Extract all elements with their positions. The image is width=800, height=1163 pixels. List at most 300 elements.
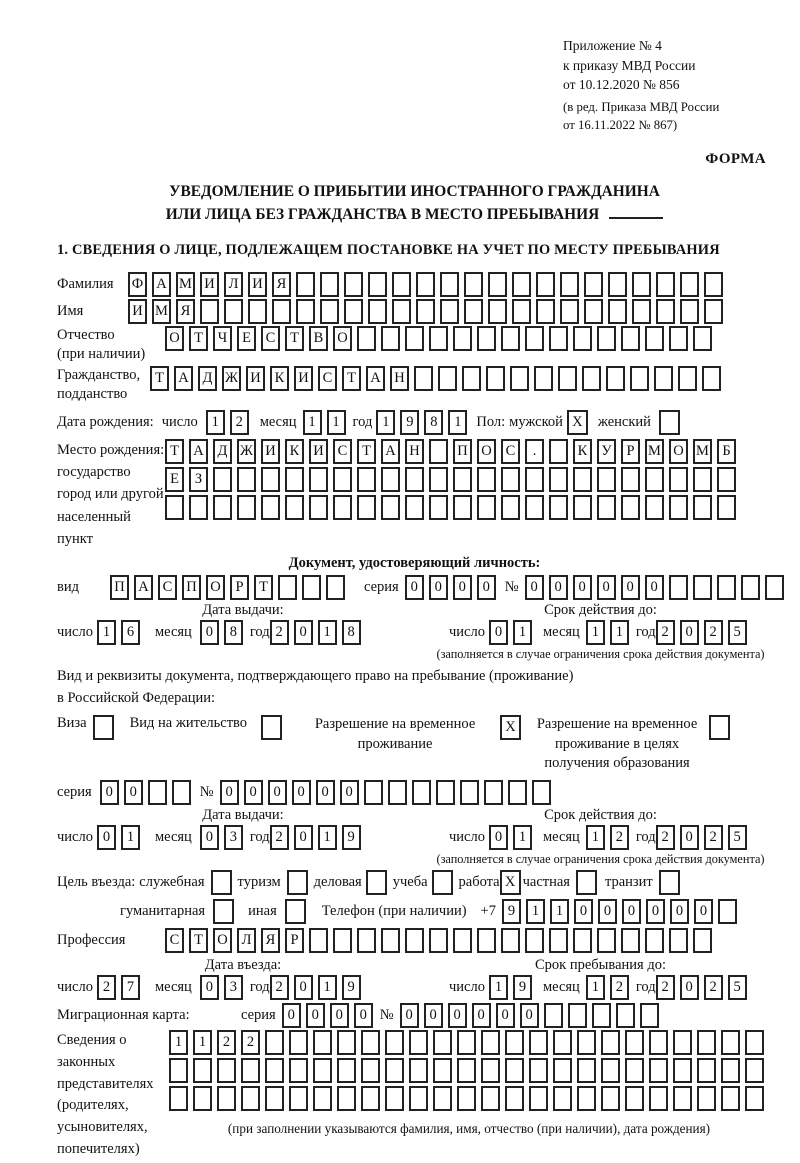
- char-box[interactable]: Р: [285, 928, 304, 953]
- char-box[interactable]: [544, 1003, 563, 1028]
- char-box[interactable]: [429, 467, 448, 492]
- visa-checkbox[interactable]: [93, 715, 114, 740]
- char-box[interactable]: [549, 928, 568, 953]
- char-box[interactable]: [669, 928, 688, 953]
- char-box[interactable]: 1: [318, 825, 337, 850]
- char-box[interactable]: 3: [224, 825, 243, 850]
- char-box[interactable]: 8: [224, 620, 243, 645]
- char-box[interactable]: О: [669, 439, 688, 464]
- char-box[interactable]: [656, 299, 675, 324]
- char-box[interactable]: [357, 495, 376, 520]
- char-box[interactable]: [697, 1086, 716, 1111]
- char-box[interactable]: [745, 1030, 764, 1055]
- char-box[interactable]: 0: [448, 1003, 467, 1028]
- char-box[interactable]: [457, 1058, 476, 1083]
- char-box[interactable]: С: [165, 928, 184, 953]
- char-box[interactable]: [525, 495, 544, 520]
- char-box[interactable]: О: [206, 575, 225, 600]
- char-box[interactable]: 1: [513, 825, 532, 850]
- purpose-humanitarian-checkbox[interactable]: [213, 899, 234, 924]
- char-box[interactable]: [704, 299, 723, 324]
- char-box[interactable]: 9: [502, 899, 521, 924]
- char-box[interactable]: [630, 366, 649, 391]
- char-box[interactable]: [438, 366, 457, 391]
- char-box[interactable]: 2: [97, 975, 116, 1000]
- char-box[interactable]: 0: [598, 899, 617, 924]
- char-box[interactable]: [512, 299, 531, 324]
- char-box[interactable]: [416, 299, 435, 324]
- char-box[interactable]: 1: [121, 825, 140, 850]
- char-box[interactable]: 0: [525, 575, 544, 600]
- char-box[interactable]: 0: [200, 825, 219, 850]
- char-box[interactable]: 5: [728, 825, 747, 850]
- char-box[interactable]: 1: [586, 620, 605, 645]
- char-box[interactable]: [721, 1030, 740, 1055]
- char-box[interactable]: [477, 928, 496, 953]
- char-box[interactable]: [278, 575, 297, 600]
- char-box[interactable]: А: [174, 366, 193, 391]
- char-box[interactable]: [289, 1086, 308, 1111]
- char-box[interactable]: 1: [318, 975, 337, 1000]
- char-box[interactable]: 0: [549, 575, 568, 600]
- char-box[interactable]: И: [309, 439, 328, 464]
- char-box[interactable]: [678, 366, 697, 391]
- char-box[interactable]: 0: [496, 1003, 515, 1028]
- char-box[interactable]: Р: [621, 439, 640, 464]
- char-box[interactable]: [525, 467, 544, 492]
- char-box[interactable]: Т: [189, 326, 208, 351]
- char-box[interactable]: 1: [586, 975, 605, 1000]
- char-box[interactable]: [414, 366, 433, 391]
- char-box[interactable]: 0: [680, 975, 699, 1000]
- char-box[interactable]: С: [333, 439, 352, 464]
- char-box[interactable]: [357, 467, 376, 492]
- char-box[interactable]: Т: [285, 326, 304, 351]
- char-box[interactable]: 2: [270, 620, 289, 645]
- char-box[interactable]: Е: [237, 326, 256, 351]
- char-box[interactable]: 7: [121, 975, 140, 1000]
- char-box[interactable]: [568, 1003, 587, 1028]
- char-box[interactable]: 0: [646, 899, 665, 924]
- char-box[interactable]: 0: [680, 620, 699, 645]
- char-box[interactable]: [412, 780, 431, 805]
- char-box[interactable]: [505, 1030, 524, 1055]
- char-box[interactable]: [649, 1058, 668, 1083]
- char-box[interactable]: 2: [217, 1030, 236, 1055]
- char-box[interactable]: [669, 467, 688, 492]
- char-box[interactable]: С: [158, 575, 177, 600]
- char-box[interactable]: [649, 1086, 668, 1111]
- char-box[interactable]: [289, 1058, 308, 1083]
- char-box[interactable]: 0: [294, 975, 313, 1000]
- char-box[interactable]: [457, 1086, 476, 1111]
- char-box[interactable]: 1: [513, 620, 532, 645]
- char-box[interactable]: [717, 495, 736, 520]
- char-box[interactable]: [368, 299, 387, 324]
- char-box[interactable]: [558, 366, 577, 391]
- char-box[interactable]: [385, 1058, 404, 1083]
- char-box[interactable]: [357, 928, 376, 953]
- char-box[interactable]: [553, 1030, 572, 1055]
- char-box[interactable]: 1: [327, 410, 346, 435]
- char-box[interactable]: [501, 495, 520, 520]
- char-box[interactable]: [172, 780, 191, 805]
- char-box[interactable]: М: [693, 439, 712, 464]
- char-box[interactable]: Л: [237, 928, 256, 953]
- char-box[interactable]: [429, 928, 448, 953]
- char-box[interactable]: Р: [230, 575, 249, 600]
- char-box[interactable]: [464, 299, 483, 324]
- char-box[interactable]: [717, 467, 736, 492]
- char-box[interactable]: [654, 366, 673, 391]
- char-box[interactable]: [337, 1030, 356, 1055]
- char-box[interactable]: М: [645, 439, 664, 464]
- char-box[interactable]: [429, 439, 448, 464]
- char-box[interactable]: 0: [405, 575, 424, 600]
- purpose-business-checkbox[interactable]: [366, 870, 387, 895]
- char-box[interactable]: Т: [165, 439, 184, 464]
- char-box[interactable]: [193, 1086, 212, 1111]
- char-box[interactable]: [405, 326, 424, 351]
- char-box[interactable]: [577, 1058, 596, 1083]
- char-box[interactable]: И: [261, 439, 280, 464]
- char-box[interactable]: [632, 299, 651, 324]
- char-box[interactable]: [364, 780, 383, 805]
- char-box[interactable]: [433, 1086, 452, 1111]
- char-box[interactable]: [477, 467, 496, 492]
- char-box[interactable]: [510, 366, 529, 391]
- char-box[interactable]: [440, 272, 459, 297]
- char-box[interactable]: Ч: [213, 326, 232, 351]
- char-box[interactable]: [673, 1086, 692, 1111]
- char-box[interactable]: 0: [574, 899, 593, 924]
- char-box[interactable]: М: [176, 272, 195, 297]
- char-box[interactable]: 2: [610, 975, 629, 1000]
- char-box[interactable]: П: [182, 575, 201, 600]
- char-box[interactable]: 3: [224, 975, 243, 1000]
- char-box[interactable]: 0: [424, 1003, 443, 1028]
- char-box[interactable]: 0: [200, 975, 219, 1000]
- char-box[interactable]: [625, 1030, 644, 1055]
- char-box[interactable]: [721, 1086, 740, 1111]
- char-box[interactable]: [693, 326, 712, 351]
- char-box[interactable]: К: [270, 366, 289, 391]
- char-box[interactable]: 0: [621, 575, 640, 600]
- char-box[interactable]: 8: [424, 410, 443, 435]
- char-box[interactable]: [337, 1086, 356, 1111]
- char-box[interactable]: [584, 272, 603, 297]
- char-box[interactable]: [597, 495, 616, 520]
- char-box[interactable]: Т: [254, 575, 273, 600]
- char-box[interactable]: [702, 366, 721, 391]
- char-box[interactable]: Т: [150, 366, 169, 391]
- char-box[interactable]: [608, 299, 627, 324]
- char-box[interactable]: [409, 1030, 428, 1055]
- char-box[interactable]: 0: [100, 780, 119, 805]
- char-box[interactable]: [741, 575, 760, 600]
- gender-female-checkbox[interactable]: [659, 410, 680, 435]
- char-box[interactable]: О: [165, 326, 184, 351]
- char-box[interactable]: [481, 1030, 500, 1055]
- char-box[interactable]: [597, 928, 616, 953]
- char-box[interactable]: [213, 467, 232, 492]
- char-box[interactable]: 0: [330, 1003, 349, 1028]
- char-box[interactable]: Б: [717, 439, 736, 464]
- char-box[interactable]: 0: [354, 1003, 373, 1028]
- char-box[interactable]: [697, 1030, 716, 1055]
- char-box[interactable]: [453, 467, 472, 492]
- char-box[interactable]: [553, 1058, 572, 1083]
- char-box[interactable]: 0: [680, 825, 699, 850]
- char-box[interactable]: 1: [526, 899, 545, 924]
- char-box[interactable]: С: [318, 366, 337, 391]
- char-box[interactable]: А: [381, 439, 400, 464]
- char-box[interactable]: [718, 899, 737, 924]
- char-box[interactable]: [625, 1058, 644, 1083]
- char-box[interactable]: 0: [244, 780, 263, 805]
- char-box[interactable]: [640, 1003, 659, 1028]
- char-box[interactable]: 2: [656, 975, 675, 1000]
- char-box[interactable]: [405, 467, 424, 492]
- char-box[interactable]: 6: [121, 620, 140, 645]
- char-box[interactable]: [693, 575, 712, 600]
- char-box[interactable]: [320, 299, 339, 324]
- char-box[interactable]: К: [573, 439, 592, 464]
- char-box[interactable]: [481, 1058, 500, 1083]
- char-box[interactable]: [536, 299, 555, 324]
- char-box[interactable]: 2: [656, 825, 675, 850]
- char-box[interactable]: 1: [318, 620, 337, 645]
- char-box[interactable]: [697, 1058, 716, 1083]
- char-box[interactable]: [320, 272, 339, 297]
- char-box[interactable]: К: [285, 439, 304, 464]
- char-box[interactable]: [669, 575, 688, 600]
- char-box[interactable]: [309, 467, 328, 492]
- char-box[interactable]: [169, 1058, 188, 1083]
- char-box[interactable]: 0: [294, 825, 313, 850]
- char-box[interactable]: [213, 495, 232, 520]
- purpose-private-checkbox[interactable]: [576, 870, 597, 895]
- char-box[interactable]: .: [525, 439, 544, 464]
- char-box[interactable]: [333, 928, 352, 953]
- char-box[interactable]: [488, 272, 507, 297]
- char-box[interactable]: [532, 780, 551, 805]
- purpose-other-checkbox[interactable]: [285, 899, 306, 924]
- char-box[interactable]: [381, 467, 400, 492]
- char-box[interactable]: [337, 1058, 356, 1083]
- char-box[interactable]: [193, 1058, 212, 1083]
- char-box[interactable]: [165, 495, 184, 520]
- char-box[interactable]: У: [597, 439, 616, 464]
- char-box[interactable]: [453, 326, 472, 351]
- char-box[interactable]: И: [294, 366, 313, 391]
- char-box[interactable]: [361, 1030, 380, 1055]
- char-box[interactable]: [265, 1086, 284, 1111]
- char-box[interactable]: 1: [303, 410, 322, 435]
- purpose-study-checkbox[interactable]: [432, 870, 453, 895]
- char-box[interactable]: 0: [597, 575, 616, 600]
- char-box[interactable]: [416, 272, 435, 297]
- char-box[interactable]: [392, 272, 411, 297]
- char-box[interactable]: [285, 467, 304, 492]
- char-box[interactable]: 0: [316, 780, 335, 805]
- char-box[interactable]: [272, 299, 291, 324]
- char-box[interactable]: 0: [489, 620, 508, 645]
- char-box[interactable]: О: [213, 928, 232, 953]
- char-box[interactable]: Т: [189, 928, 208, 953]
- char-box[interactable]: [606, 366, 625, 391]
- char-box[interactable]: [440, 299, 459, 324]
- char-box[interactable]: И: [128, 299, 147, 324]
- char-box[interactable]: [361, 1058, 380, 1083]
- char-box[interactable]: 0: [400, 1003, 419, 1028]
- char-box[interactable]: [632, 272, 651, 297]
- purpose-official-checkbox[interactable]: [211, 870, 232, 895]
- char-box[interactable]: [313, 1086, 332, 1111]
- char-box[interactable]: [381, 928, 400, 953]
- char-box[interactable]: [457, 1030, 476, 1055]
- char-box[interactable]: 0: [268, 780, 287, 805]
- char-box[interactable]: [392, 299, 411, 324]
- char-box[interactable]: 1: [97, 620, 116, 645]
- char-box[interactable]: [381, 495, 400, 520]
- char-box[interactable]: [409, 1058, 428, 1083]
- char-box[interactable]: [265, 1058, 284, 1083]
- char-box[interactable]: [553, 1086, 572, 1111]
- char-box[interactable]: [433, 1030, 452, 1055]
- char-box[interactable]: 0: [292, 780, 311, 805]
- char-box[interactable]: И: [200, 272, 219, 297]
- char-box[interactable]: Я: [176, 299, 195, 324]
- char-box[interactable]: 1: [550, 899, 569, 924]
- char-box[interactable]: [673, 1058, 692, 1083]
- char-box[interactable]: Е: [165, 467, 184, 492]
- char-box[interactable]: Н: [390, 366, 409, 391]
- char-box[interactable]: [549, 326, 568, 351]
- char-box[interactable]: [645, 495, 664, 520]
- char-box[interactable]: [573, 326, 592, 351]
- char-box[interactable]: [584, 299, 603, 324]
- char-box[interactable]: [241, 1086, 260, 1111]
- char-box[interactable]: [645, 928, 664, 953]
- char-box[interactable]: [621, 326, 640, 351]
- char-box[interactable]: [388, 780, 407, 805]
- char-box[interactable]: 0: [294, 620, 313, 645]
- char-box[interactable]: [326, 575, 345, 600]
- char-box[interactable]: П: [110, 575, 129, 600]
- char-box[interactable]: [357, 326, 376, 351]
- char-box[interactable]: 5: [728, 975, 747, 1000]
- char-box[interactable]: [261, 467, 280, 492]
- char-box[interactable]: [693, 467, 712, 492]
- char-box[interactable]: [460, 780, 479, 805]
- char-box[interactable]: [361, 1086, 380, 1111]
- char-box[interactable]: [669, 495, 688, 520]
- char-box[interactable]: [625, 1086, 644, 1111]
- char-box[interactable]: В: [309, 326, 328, 351]
- char-box[interactable]: 9: [400, 410, 419, 435]
- char-box[interactable]: 0: [477, 575, 496, 600]
- char-box[interactable]: 2: [610, 825, 629, 850]
- char-box[interactable]: Д: [213, 439, 232, 464]
- char-box[interactable]: [385, 1086, 404, 1111]
- char-box[interactable]: М: [152, 299, 171, 324]
- char-box[interactable]: Т: [357, 439, 376, 464]
- char-box[interactable]: [597, 326, 616, 351]
- char-box[interactable]: П: [453, 439, 472, 464]
- char-box[interactable]: [405, 928, 424, 953]
- char-box[interactable]: А: [134, 575, 153, 600]
- char-box[interactable]: [169, 1086, 188, 1111]
- char-box[interactable]: 2: [704, 825, 723, 850]
- char-box[interactable]: 2: [270, 975, 289, 1000]
- char-box[interactable]: [313, 1058, 332, 1083]
- char-box[interactable]: 0: [645, 575, 664, 600]
- char-box[interactable]: [381, 326, 400, 351]
- char-box[interactable]: Я: [261, 928, 280, 953]
- char-box[interactable]: Т: [342, 366, 361, 391]
- char-box[interactable]: [673, 1030, 692, 1055]
- char-box[interactable]: 1: [206, 410, 225, 435]
- char-box[interactable]: [237, 495, 256, 520]
- char-box[interactable]: [549, 467, 568, 492]
- char-box[interactable]: А: [366, 366, 385, 391]
- char-box[interactable]: [302, 575, 321, 600]
- char-box[interactable]: [536, 272, 555, 297]
- char-box[interactable]: [560, 299, 579, 324]
- char-box[interactable]: [529, 1058, 548, 1083]
- purpose-work-checkbox[interactable]: X: [500, 870, 521, 895]
- char-box[interactable]: [477, 495, 496, 520]
- char-box[interactable]: Д: [198, 366, 217, 391]
- char-box[interactable]: [573, 467, 592, 492]
- char-box[interactable]: [601, 1058, 620, 1083]
- char-box[interactable]: 1: [586, 825, 605, 850]
- char-box[interactable]: 2: [241, 1030, 260, 1055]
- temp-residence-checkbox[interactable]: X: [500, 715, 521, 740]
- char-box[interactable]: [577, 1086, 596, 1111]
- char-box[interactable]: [621, 928, 640, 953]
- temp-residence-edu-checkbox[interactable]: [709, 715, 730, 740]
- char-box[interactable]: [265, 1030, 284, 1055]
- char-box[interactable]: [597, 467, 616, 492]
- char-box[interactable]: 0: [453, 575, 472, 600]
- char-box[interactable]: Ж: [237, 439, 256, 464]
- char-box[interactable]: [453, 928, 472, 953]
- char-box[interactable]: [501, 326, 520, 351]
- char-box[interactable]: [508, 780, 527, 805]
- char-box[interactable]: [429, 495, 448, 520]
- char-box[interactable]: [693, 495, 712, 520]
- char-box[interactable]: [649, 1030, 668, 1055]
- char-box[interactable]: 2: [704, 975, 723, 1000]
- residence-permit-checkbox[interactable]: [261, 715, 282, 740]
- char-box[interactable]: 0: [694, 899, 713, 924]
- char-box[interactable]: [462, 366, 481, 391]
- char-box[interactable]: [385, 1030, 404, 1055]
- char-box[interactable]: [289, 1030, 308, 1055]
- char-box[interactable]: [344, 299, 363, 324]
- char-box[interactable]: [484, 780, 503, 805]
- char-box[interactable]: [433, 1058, 452, 1083]
- char-box[interactable]: [680, 299, 699, 324]
- char-box[interactable]: [560, 272, 579, 297]
- char-box[interactable]: [669, 326, 688, 351]
- char-box[interactable]: 0: [489, 825, 508, 850]
- purpose-tourism-checkbox[interactable]: [287, 870, 308, 895]
- char-box[interactable]: С: [261, 326, 280, 351]
- purpose-transit-checkbox[interactable]: [659, 870, 680, 895]
